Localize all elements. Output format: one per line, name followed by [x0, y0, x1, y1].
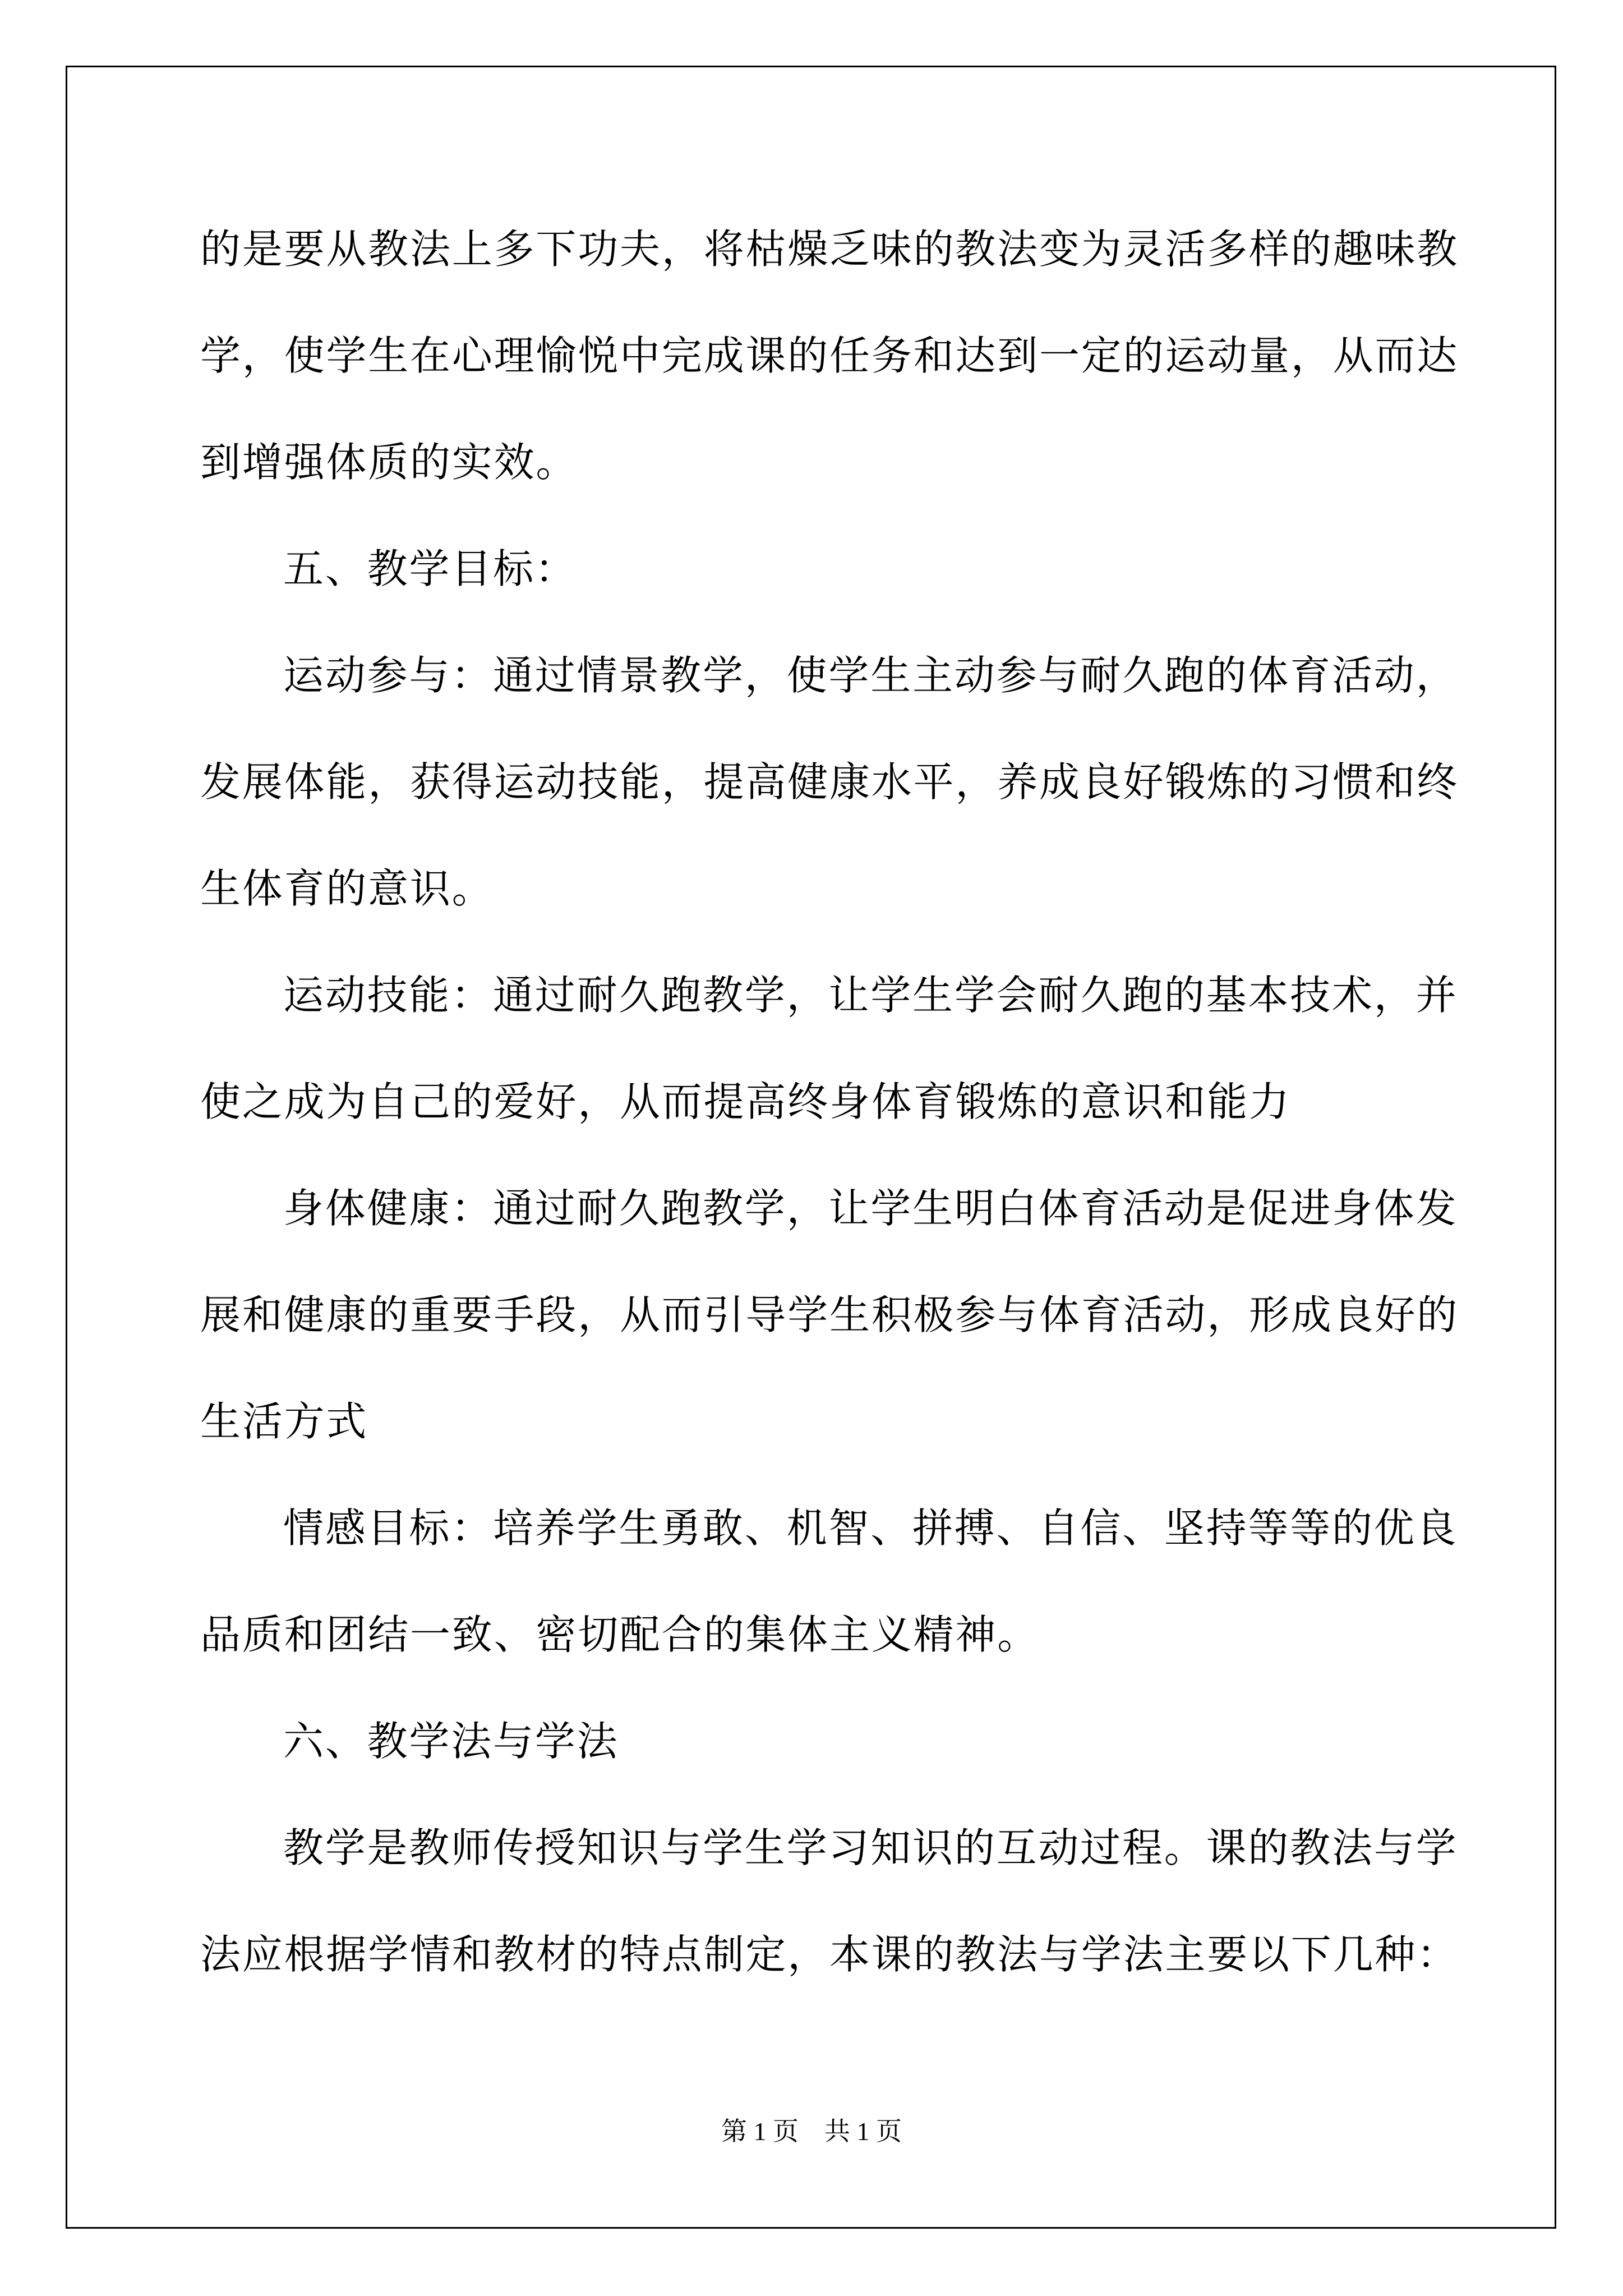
paragraph-line: 的是要从教法上多下功夫，将枯燥乏味的教法变为灵活多样的趣味教: [200, 226, 1459, 273]
paragraph-line: 教学是教师传授知识与学生学习知识的互动过程。课的教法与学: [283, 1824, 1458, 1871]
paragraph-line: 运动参与：通过情景教学，使学生主动参与耐久跑的体育活动，: [283, 652, 1458, 699]
paragraph-line: 展和健康的重要手段，从而引导学生积极参与体育活动，形成良好的: [200, 1291, 1459, 1338]
page-number-footer: 第 1 页 共 1 页: [721, 2117, 902, 2146]
paragraph-line: 品质和团结一致、密切配合的集体主义精神。: [200, 1611, 1040, 1658]
paragraph-line: 生活方式: [200, 1398, 368, 1445]
section-heading: 六、教学法与学法: [283, 1718, 619, 1765]
paragraph-line: 情感目标：培养学生勇敢、机智、拼搏、自信、坚持等等的优良: [283, 1504, 1458, 1552]
page-border: [66, 66, 1556, 2229]
paragraph-line: 使之成为自己的爱好，从而提高终身体育锻炼的意识和能力: [200, 1078, 1291, 1125]
paragraph-line: 身体健康：通过耐久跑教学，让学生明白体育活动是促进身体发: [283, 1185, 1458, 1232]
section-heading: 五、教学目标：: [283, 545, 577, 592]
paragraph-line: 发展体能，获得运动技能，提高健康水平，养成良好锻炼的习惯和终: [200, 758, 1459, 806]
paragraph-line: 到增强体质的实效。: [200, 439, 578, 486]
paragraph-line: 生体育的意识。: [200, 865, 494, 912]
paragraph-line: 学，使学生在心理愉悦中完成课的任务和达到一定的运动量，从而达: [200, 332, 1459, 379]
paragraph-line: 运动技能：通过耐久跑教学，让学生学会耐久跑的基本技术，并: [283, 972, 1458, 1019]
paragraph-line: 法应根据学情和教材的特点制定，本课的教法与学法主要以下几种：: [200, 1931, 1459, 1978]
